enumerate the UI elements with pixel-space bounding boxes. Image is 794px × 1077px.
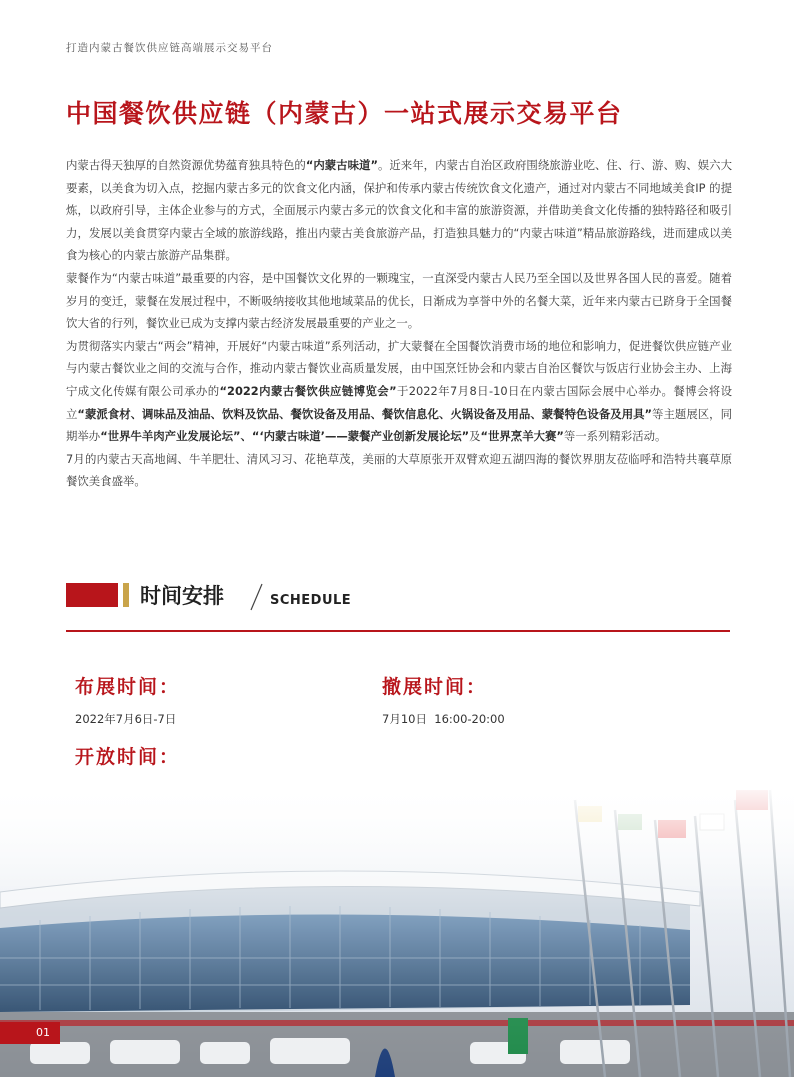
bold-phrase: “2022内蒙古餐饮供应链博览会” — [219, 383, 397, 398]
text-run: 内蒙古得天独厚的自然资源优势蕴育独具特色的 — [66, 158, 306, 172]
text-run: 为贯彻落实内蒙古“两会”精神，开展好“内蒙古味道”系列活动，扩大蒙餐在全国餐饮消费市场的地位和影响力，促进餐饮供应链产业与内蒙古餐饮业之间的交流与合作，推动内蒙古餐饮业高质量发展，由中国烹饪协会和内蒙古自治区餐饮与饭店行业协会主办、上海宁成文化传媒有限公司承办的 — [66, 338, 732, 398]
teardown-time-value: 7月10日 16:00-20:00 — [382, 712, 505, 726]
bold-phrase: “内蒙古味道” — [305, 158, 378, 172]
setup-time-label: 布展时间： — [75, 676, 181, 698]
page-header: 打造内蒙古餐饮供应链高端展示交易平台 — [66, 42, 273, 54]
intro-text — [66, 154, 732, 493]
section-divider — [66, 630, 730, 632]
text-run: 等主题展区，同期举办 — [66, 406, 732, 444]
setup-time-value: 2022年7月6日-7日 — [75, 712, 177, 726]
setup-time-block — [75, 672, 180, 729]
page-number: 01 — [0, 1022, 60, 1044]
text-run: 及 — [469, 429, 481, 444]
bold-phrase: “蒙派食材、调味品及油品、饮料及饮品、餐饮设备及用品、餐饮信息化、火锅设备及用品、蒙餐特色设备及用具” — [77, 406, 653, 421]
open-time-label: 开放时间： — [75, 746, 181, 768]
bold-phrase: “世界牛羊肉产业发展论坛”、“‘内蒙古味道’——蒙餐产业创新发展论坛” — [100, 429, 470, 444]
text-run: 于2022年7月8日-10日在内蒙古国际会展中心举办。餐博会将设立 — [66, 383, 732, 421]
page-title: 中国餐饮供应链（内蒙古）一站式展示交易平台 — [66, 99, 623, 128]
schedule-heading — [66, 580, 730, 612]
text-run: 。近来年，内蒙古自治区政府围绕旅游业吃、住、行、游、购、娱六大要素，以美食为切入点，挖掘内蒙古多元的饮食文化内涵，保护和传承内蒙古传统饮食文化遗产，通过对内蒙古不同地域美食IP 的提炼，以政府引导，主体企业参与的方式，全面展示内蒙古多元的饮食文化和丰富的旅游资源，并借助美食文化传播的独特路径和吸引力，发展以美食贯穿内蒙古全域的旅游线路，推出内蒙古美食旅游产品，打造独具魅力的“内蒙古味道”精品旅游路线，进而建成以美食为核心的内蒙古旅游产品集群。 — [66, 158, 732, 263]
teardown-time-block — [382, 672, 505, 729]
heading-red-bar — [66, 583, 118, 607]
intro-paragraph-3 — [66, 335, 732, 448]
heading-gold-bar — [123, 583, 129, 607]
intro-paragraph-4: 7月的内蒙古天高地阔、牛羊肥壮、清风习习、花艳草茂，美丽的大草原张开双臂欢迎五湖四海的餐饮界朋友莅临呼和浩特共襄草原餐饮美食盛举。 — [66, 451, 732, 489]
bold-phrase: “世界烹羊大赛” — [480, 429, 564, 444]
intro-paragraph-1 — [66, 154, 732, 267]
heading-slash — [248, 582, 266, 612]
schedule-title: 时间安排 — [140, 584, 224, 608]
teardown-time-label: 撤展时间： — [382, 676, 488, 698]
schedule-title-en: SCHEDULE — [270, 593, 352, 608]
intro-paragraph-2: 蒙餐作为“内蒙古味道”最重要的内容，是中国餐饮文化界的一颗瑰宝，一直深受内蒙古人民乃至全国以及世界各国人民的喜爱。随着岁月的变迁，蒙餐在发展过程中，不断吸纳接收其他地域菜品的优长，日渐成为享誉中外的名餐大菜，近年来内蒙古已跻身于全国餐饮大省的行列，餐饮业已成为支撑内蒙古经济发展最重要的产业之一。 — [66, 270, 732, 331]
text-run: 等一系列精彩活动。 — [563, 429, 667, 444]
exhibition-center-photo — [0, 780, 794, 1077]
